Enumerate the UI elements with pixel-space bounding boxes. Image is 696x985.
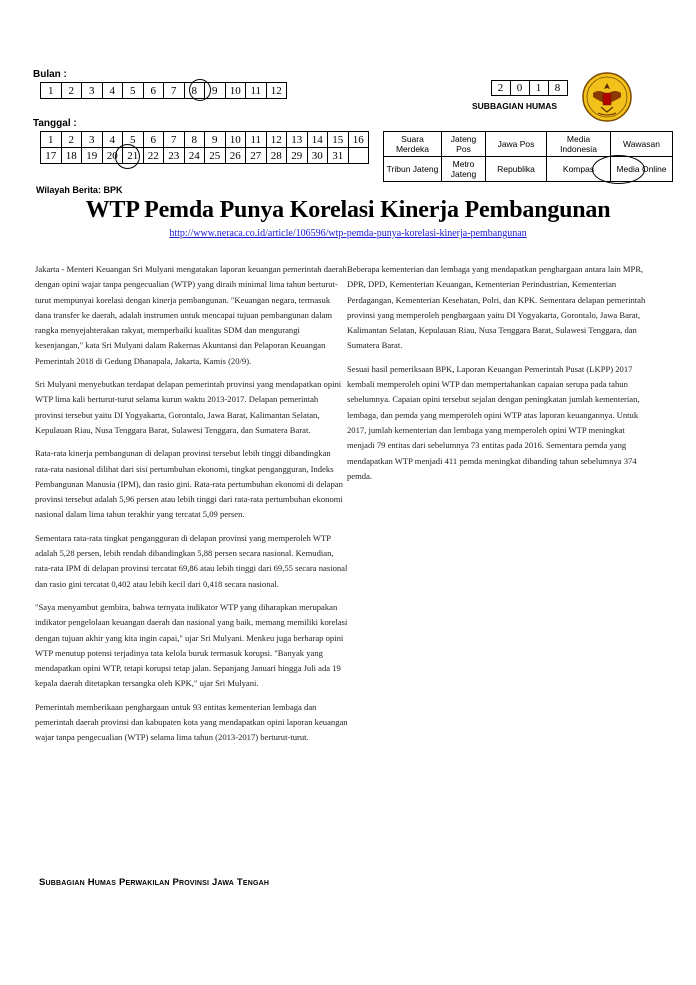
month-cell-6: 6 — [143, 83, 164, 99]
date-cell-20: 20 — [102, 148, 123, 164]
date-cell-31: 31 — [328, 148, 349, 164]
media-cell-media-online: Media Online — [611, 157, 673, 182]
month-cell-1: 1 — [41, 83, 62, 99]
month-cell-2: 2 — [61, 83, 82, 99]
garuda-emblem-logo — [581, 71, 633, 123]
date-cell-22: 22 — [143, 148, 164, 164]
year-digit-8: 8 — [549, 81, 568, 96]
date-cell-9: 9 — [205, 132, 226, 148]
date-selector — [40, 131, 369, 164]
year-digit-2: 2 — [492, 81, 511, 96]
date-cell-29: 29 — [287, 148, 308, 164]
date-cell-30: 30 — [307, 148, 328, 164]
date-cell-14: 14 — [307, 132, 328, 148]
date-cell-15: 15 — [328, 132, 349, 148]
date-cell-1: 1 — [41, 132, 62, 148]
date-cell-empty — [348, 148, 369, 164]
footer-organization: Subbagian Humas Perwakilan Provinsi Jawa Tengah — [39, 877, 270, 888]
article-paragraph: Sementara rata-rata tingkat pengangguran di delapan provinsi yang memperoleh WTP adalah 5,28 persen, lebih rendah dibandingkan 5,88 persen secara nasional. Kemudian, rata-rata IPM di delapan provinsi tercatat 69,86 atau lebih tinggi dari 69,55 secara nasional dan rasio gini tercatat 0,402 atau lebih kecil dari 0,418 secara nasional. — [35, 532, 348, 589]
article-left-column — [35, 262, 348, 754]
month-cell-9: 9 — [205, 83, 226, 99]
article-paragraph: Pemerintah memberikaan penghargaan untuk 93 entitas kementerian lembaga dan pemerintah daerah provinsi dan kabupaten kota yang mendapatkan opini laporan keuangan wajar tanpa pengecualian (WTP) selama lima tahun (2013-2017) berturut-turut. — [35, 701, 348, 743]
media-cell-wawasan: Wawasan — [611, 132, 673, 157]
date-cell-18: 18 — [61, 148, 82, 164]
date-cell-11: 11 — [246, 132, 267, 148]
year-digit-1: 1 — [530, 81, 549, 96]
date-cell-6: 6 — [143, 132, 164, 148]
month-cell-3: 3 — [82, 83, 103, 99]
date-cell-17: 17 — [41, 148, 62, 164]
media-cell-media-indonesia: Media Indonesia — [547, 132, 611, 157]
date-cell-27: 27 — [246, 148, 267, 164]
month-cell-11: 11 — [246, 83, 267, 99]
date-cell-7: 7 — [164, 132, 185, 148]
article-paragraph: Rata-rata kinerja pembangunan di delapan provinsi tersebut lebih tinggi dibandingkan rata-rata nasional dilihat dari sisi pertumbuhan ekonomi, tingkat pengangguran, Indeks Pembangunan Manusia (IPM), dan rasio gini. Rata-rata pertumbuhan ekonomi di delapan provinsi tersebut adalah 5,96 persen atau lebih tinggi dari rata-rata pertumbuhan ekonomi nasional dalam lima tahun terakhir yang tercatat 5,09 persen. — [35, 448, 343, 520]
year-digit-0: 0 — [511, 81, 530, 96]
article-paragraph: "Saya menyambut gembira, bahwa ternyata indikator WTP yang diharapkan merupakan indikator pengelolaan keuangan daerah dan nasional yang baik, memang memiliki korelasi dengan tujuan akhir yang kita ingin capai," ujar Sri Mulyani. Menkeu juga berharap opini WTP menutup potensi terjadinya tata kelola buruk termasuk korupsi. "Banyak yang mendapatkan opini WTP, tetapi korupsi tetap jalan. Sepanjang Januari hingga Juli ada 19 kepala daerah ditetapkan tersangka oleh KPK," ujar Sri Mulyani. — [35, 601, 348, 689]
selected-media-circle — [592, 155, 645, 184]
date-cell-2: 2 — [61, 132, 82, 148]
date-cell-10: 10 — [225, 132, 246, 148]
date-cell-12: 12 — [266, 132, 287, 148]
date-cell-16: 16 — [348, 132, 369, 148]
month-cell-12: 12 — [266, 83, 287, 99]
source-link[interactable]: http://www.neraca.co.id/article/106596/wtp-pemda-punya-korelasi-kinerja-pembangunan — [169, 228, 527, 239]
article-paragraph: Beberapa kementerian dan lembaga yang mendapatkan penghargaan antara lain MPR, DPR, DPD, Kementerian Keuangan, Kementerian Perindustrian, Kementerian Perdagangan, Kementerian Kesehatan, Polri, dan KPK. Sementara delapan pemerintah provinsi yang memperoleh penghargaan yaitu DI Yogyakarta, Gorontalo, Jawa Barat, Kalimantan Selatan, Kepulauan Riau, Nusa Tenggara Barat, Sulawesi Tenggara, dan Sumatera Barat. — [347, 264, 646, 351]
month-cell-7: 7 — [164, 83, 185, 99]
date-cell-21: 21 — [123, 148, 144, 164]
date-cell-19: 19 — [82, 148, 103, 164]
media-cell-tribun-jateng: Tribun Jateng — [384, 157, 442, 182]
media-cell-jawa-pos: Jawa Pos — [486, 132, 547, 157]
month-cell-8: 8 — [184, 83, 205, 99]
date-cell-25: 25 — [205, 148, 226, 164]
department-label: SUBBAGIAN HUMAS — [472, 101, 557, 111]
article-title: WTP Pemda Punya Korelasi Kinerja Pembangunan — [85, 197, 611, 223]
bulan-label: Bulan : — [33, 69, 67, 80]
date-cell-8: 8 — [184, 132, 205, 148]
month-cell-4: 4 — [102, 83, 123, 99]
month-selector — [40, 82, 287, 99]
tanggal-label: Tanggal : — [33, 118, 77, 129]
media-cell-kompas: Kompas — [547, 157, 611, 182]
date-cell-28: 28 — [266, 148, 287, 164]
date-cell-3: 3 — [82, 132, 103, 148]
article-right-column — [347, 262, 652, 492]
article-paragraph: Sri Mulyani menyebutkan terdapat delapan pemerintah provinsi yang mendapatkan opini WTP lima kali berturut-turut selama kurun waktu 2013-2017. Delapan pemerintah provinsi tersebut yaitu DI Yogyakarta, Gorontalo, Jawa Barat, Kalimantan Selatan, Kepulauan Riau, Nusa Tenggara Barat, Sulawesi Tenggara, dan Sumatera Barat. — [35, 379, 342, 435]
date-cell-5: 5 — [123, 132, 144, 148]
media-cell-jateng-pos: Jateng Pos — [442, 132, 486, 157]
article-paragraph: Jakarta - Menteri Keuangan Sri Mulyani mengatakan laporan keuangan pemerintah daerah dengan opini wajar tanpa pengecualian (WTP) yang diraih minimal lima tahun berturut-turut mempunyai korelasi dengan kinerja pembangunan. "Keuangan negara, termasuk dana transfer ke daerah, adalah instrumen untuk mencapai tujuan pembangunan dalam rangka menyejahterakan rakyat, memperbaiki kualitas SDM dan mengurangi kesenjangan," kata Sri Mulyani dalam Rakernas Akuntansi dan Pelaporan Keuangan Pemerintah 2018 di Gedung Dhanapala, Jakarta, Kamis (20/9). — [35, 264, 347, 366]
date-cell-24: 24 — [184, 148, 205, 164]
year-box — [491, 80, 568, 96]
selected-month-circle — [189, 79, 211, 101]
media-cell-republika: Republika — [486, 157, 547, 182]
month-cell-10: 10 — [225, 83, 246, 99]
selected-date-circle — [115, 144, 140, 169]
media-cell-metro-jateng: Metro Jateng — [442, 157, 486, 182]
date-cell-23: 23 — [164, 148, 185, 164]
date-cell-4: 4 — [102, 132, 123, 148]
date-cell-13: 13 — [287, 132, 308, 148]
date-cell-26: 26 — [225, 148, 246, 164]
region-label: Wilayah Berita: BPK — [36, 185, 123, 195]
article-paragraph: Sesuai hasil pemeriksaan BPK, Laporan Keuangan Pemerintah Pusat (LKPP) 2017 kembali memperoleh opini WTP dan mempertahankan capaian serupa pada tahun sebelumnya. Capaian opini tersebut sejalan dengan peningkatan jumlah kementerian, lembaga, dan pemda yang memperoleh opini WTP atas laporan keuangannya. Untuk 2017, jumlah kementerian dan lembaga yang memperoleh opini WTP meningkat menjadi 79 entitas dari sebelumnya 73 entitas pada 2016. Sementara pemda yang mendapatkan WTP menjadi 411 pemda meningkat dibanding tahun sebelumnya 374 pemda. — [347, 363, 640, 481]
month-cell-5: 5 — [123, 83, 144, 99]
media-cell-suara-merdeka: Suara Merdeka — [384, 132, 442, 157]
